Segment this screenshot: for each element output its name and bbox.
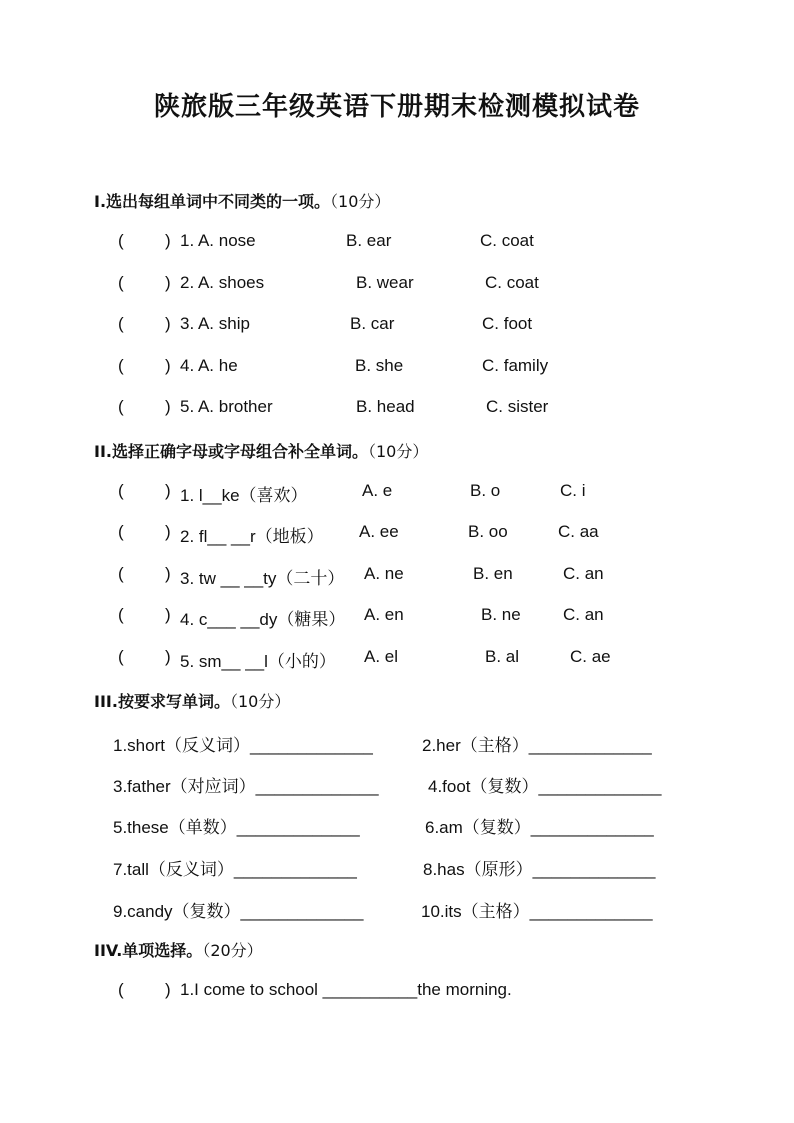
option-a: A. en: [364, 605, 404, 624]
fill-item: 2.her（主格）_____________: [422, 736, 652, 755]
answer-paren-close: ): [165, 647, 171, 666]
answer-paren-open: (: [118, 980, 124, 999]
answer-paren-open: (: [118, 522, 124, 541]
answer-paren-open: (: [118, 647, 124, 666]
option-b: B. wear: [356, 273, 414, 292]
option-c: C. an: [563, 605, 604, 624]
fill-row: [0, 855, 794, 879]
fill-item: 10.its（主格）_____________: [421, 902, 653, 921]
answer-paren-close: ): [165, 397, 171, 416]
option-c: C. family: [482, 356, 549, 375]
option-b: B. head: [356, 397, 415, 416]
option-c: C. foot: [482, 314, 533, 333]
option-c: C. ae: [570, 647, 611, 666]
question-row: [0, 481, 794, 505]
question-row: [0, 564, 794, 588]
section-4-heading: [94, 938, 263, 961]
option-b: B. o: [470, 481, 501, 500]
section-3-title: III.按要求写单词。: [94, 692, 230, 711]
fill-row: [0, 772, 794, 796]
option-b: B. she: [355, 356, 404, 375]
fill-item: 1.short（反义词）_____________: [113, 736, 373, 755]
fill-item: 7.tall（反义词）_____________: [113, 860, 357, 879]
section-2-score: （10分）: [368, 442, 429, 461]
answer-paren-close: ): [165, 314, 171, 333]
question-row: [0, 522, 794, 546]
section-3-score: （10分）: [229, 692, 291, 711]
section-1-score: （10分）: [330, 192, 391, 211]
question-row: [0, 314, 794, 338]
option-b: B. al: [485, 647, 520, 666]
question-row: [0, 356, 794, 380]
section-4-score: （20分）: [202, 941, 263, 960]
section-1-title: I.选出每组单词中不同类的一项。: [94, 192, 331, 211]
option-c: C. aa: [558, 522, 599, 541]
question-stem: 2. fl__ __r（地板）: [180, 527, 324, 546]
question-row: [0, 980, 794, 1004]
answer-paren-open: (: [118, 481, 124, 500]
page-title: 陕旅版三年级英语下册期末检测模拟试卷: [153, 92, 640, 122]
question-stem: 5. sm__ __l（小的）: [180, 652, 336, 671]
question-row: [0, 273, 794, 297]
question-row: [0, 605, 794, 629]
question-stem: 3. A. ship: [180, 314, 250, 333]
fill-row: [0, 731, 794, 755]
answer-paren-open: (: [118, 356, 124, 375]
answer-paren-open: (: [118, 605, 124, 624]
answer-paren-open: (: [118, 314, 124, 333]
option-b: B. en: [473, 564, 513, 583]
fill-item: 3.father（对应词）_____________: [113, 777, 379, 796]
answer-paren-close: ): [165, 605, 171, 624]
option-a: A. el: [364, 647, 399, 666]
section-4-title: IIV.单项选择。: [94, 941, 203, 960]
option-a: A. ne: [364, 564, 404, 583]
question-row: [0, 231, 794, 255]
fill-item: 4.foot（复数）_____________: [428, 777, 662, 796]
section-3-heading: [94, 689, 290, 712]
fill-row: [0, 897, 794, 921]
option-c: C. i: [560, 481, 586, 500]
answer-paren-close: ): [165, 564, 171, 583]
fill-row: [0, 813, 794, 837]
fill-item: 8.has（原形）_____________: [423, 860, 656, 879]
option-c: C. coat: [480, 231, 534, 250]
fill-item: 5.these（单数）_____________: [113, 818, 360, 837]
answer-paren-close: ): [165, 522, 171, 541]
question-stem: 4. c___ __dy（糖果）: [180, 610, 346, 629]
question-stem: 1.I come to school __________the morning.: [180, 980, 512, 999]
answer-paren-close: ): [165, 273, 171, 292]
answer-paren-close: ): [165, 481, 171, 500]
section-1-heading: [94, 189, 390, 212]
question-stem: 1. l__ke（喜欢）: [180, 486, 308, 505]
option-c: C. coat: [485, 273, 539, 292]
answer-paren-open: (: [118, 397, 124, 416]
question-row: [0, 397, 794, 421]
fill-item: 6.am（复数）_____________: [425, 818, 654, 837]
option-a: A. e: [362, 481, 393, 500]
question-stem: 2. A. shoes: [180, 273, 265, 292]
answer-paren-close: ): [165, 356, 171, 375]
option-b: B. car: [350, 314, 395, 333]
section-2-title: II.选择正确字母或字母组合补全单词。: [94, 442, 368, 461]
section-2-heading: [94, 439, 428, 462]
question-stem: 5. A. brother: [180, 397, 273, 416]
question-stem: 3. tw __ __ty（二十）: [180, 569, 345, 588]
question-stem: 4. A. he: [180, 356, 238, 375]
option-a: A. ee: [359, 522, 399, 541]
question-stem: 1. A. nose: [180, 231, 256, 250]
answer-paren-open: (: [118, 564, 124, 583]
answer-paren-open: (: [118, 231, 124, 250]
answer-paren-close: ): [165, 980, 171, 999]
answer-paren-close: ): [165, 231, 171, 250]
option-c: C. an: [563, 564, 604, 583]
fill-item: 9.candy（复数）_____________: [113, 902, 364, 921]
option-b: B. oo: [468, 522, 508, 541]
option-b: B. ne: [481, 605, 521, 624]
option-c: C. sister: [486, 397, 549, 416]
option-b: B. ear: [346, 231, 392, 250]
answer-paren-open: (: [118, 273, 124, 292]
question-row: [0, 647, 794, 671]
